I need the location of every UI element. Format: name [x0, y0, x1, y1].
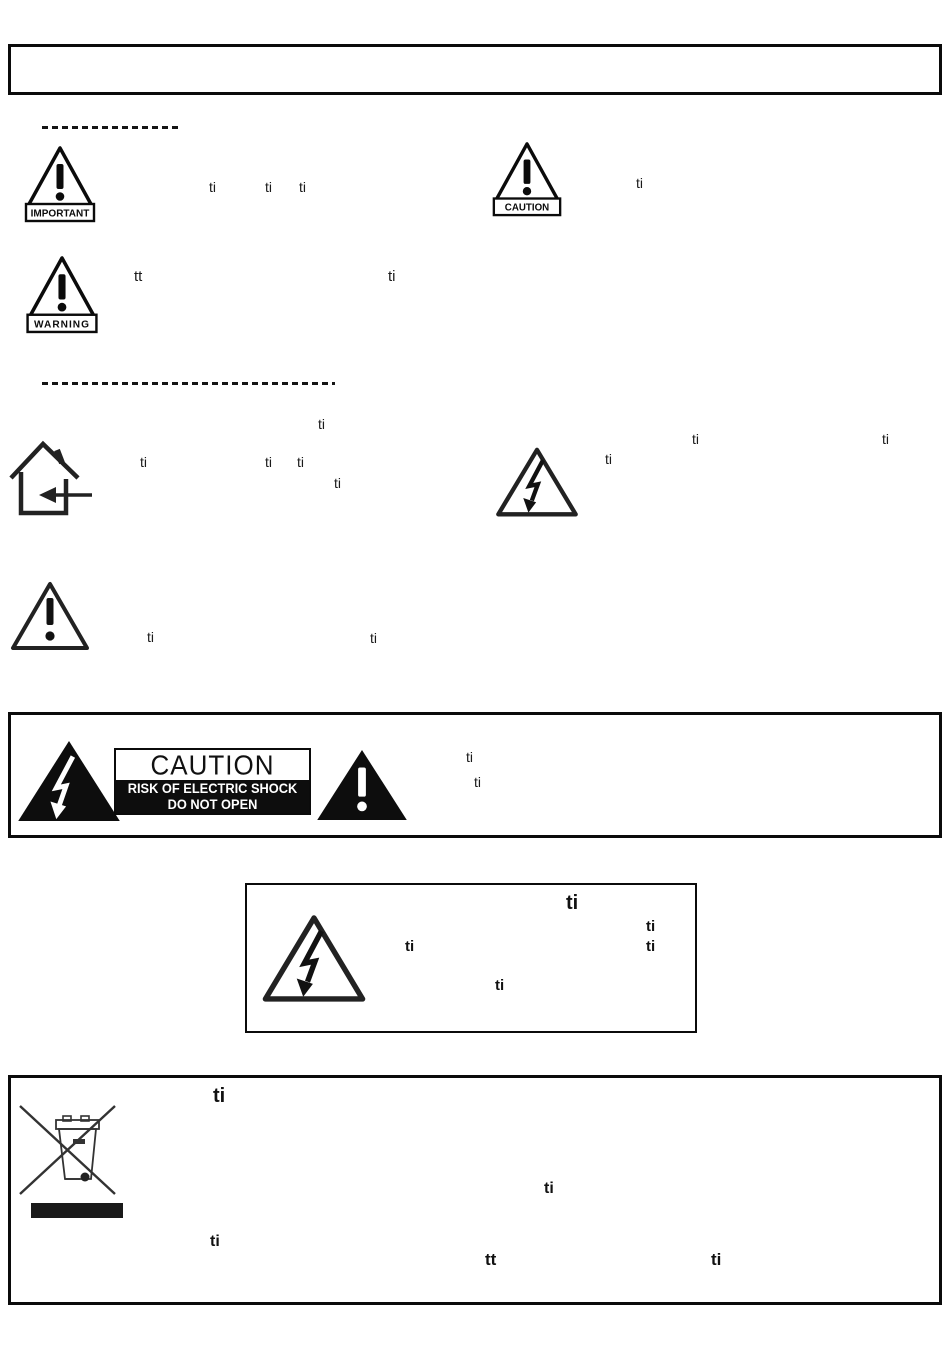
- text-fragment: ti: [334, 475, 341, 491]
- caution-warning-triangle-icon: [488, 140, 566, 219]
- text-fragment: ti: [882, 431, 889, 447]
- text-fragment: ti: [646, 938, 656, 955]
- text-fragment: ti: [210, 1233, 220, 1250]
- warning-triangle-icon: [16, 255, 108, 335]
- text-fragment: ti: [566, 892, 579, 914]
- electric-shock-triangle-icon: [494, 445, 580, 520]
- text-fragment: ti: [209, 179, 216, 195]
- text-fragment: ti: [466, 749, 473, 765]
- text-fragment: ti: [388, 268, 396, 285]
- text-fragment: ti: [405, 938, 415, 955]
- text-fragment: ti: [636, 175, 643, 191]
- text-fragment: ti: [646, 918, 656, 935]
- risk-text-block: [116, 780, 309, 813]
- text-fragment: tt: [485, 1250, 497, 1269]
- weee-crossed-bin-icon: [17, 1101, 129, 1225]
- text-fragment: ti: [318, 416, 325, 432]
- risk-line-2: DO NOT OPEN: [167, 796, 258, 812]
- caution-title: CAUTION: [150, 748, 275, 781]
- shock-notice-box: [245, 883, 697, 1033]
- text-fragment: ti: [711, 1250, 722, 1269]
- dashed-divider-2: [42, 382, 335, 385]
- text-fragment: ti: [265, 454, 272, 470]
- risk-line-1: RISK OF ELECTRIC SHOCK: [127, 781, 298, 796]
- text-fragment: ti: [495, 977, 505, 994]
- text-fragment: ti: [140, 454, 147, 470]
- text-fragment: ti: [147, 629, 154, 645]
- text-fragment: ti: [544, 1180, 554, 1197]
- dashed-divider-1: [42, 126, 180, 129]
- indoor-use-house-arrow-icon: [6, 438, 98, 520]
- text-fragment: ti: [299, 179, 306, 195]
- caution-label: CAUTION: [504, 202, 550, 214]
- text-fragment: ti: [474, 774, 481, 790]
- caution-risk-label: [114, 748, 311, 815]
- warning-label: WARNING: [34, 319, 90, 331]
- text-fragment: ti: [265, 179, 272, 195]
- flash-filled-triangle-icon: [15, 739, 123, 823]
- text-fragment: tt: [134, 268, 143, 285]
- important-label: IMPORTANT: [30, 208, 90, 220]
- exclamation-triangle-icon: [8, 580, 92, 654]
- exclamation-filled-triangle-icon: [315, 748, 409, 822]
- text-fragment: ti: [605, 451, 612, 467]
- text-fragment: ti: [370, 630, 377, 646]
- text-fragment: ti: [213, 1085, 226, 1107]
- important-warning-triangle-icon: [20, 145, 100, 224]
- title-box: [8, 44, 942, 95]
- text-fragment: ti: [297, 454, 304, 470]
- text-fragment: ti: [692, 431, 699, 447]
- electric-shock-triangle-icon: [260, 912, 368, 1006]
- weee-disposal-box: [8, 1075, 942, 1305]
